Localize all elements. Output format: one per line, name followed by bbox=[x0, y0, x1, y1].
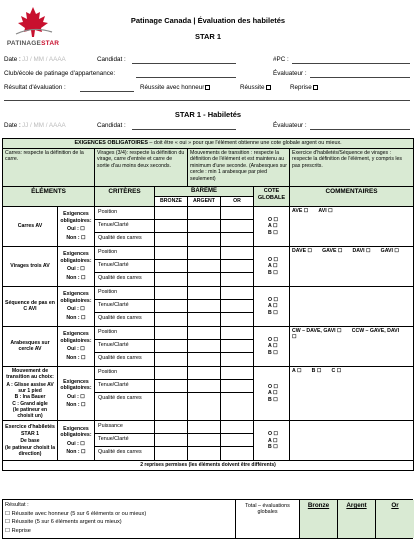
comment-option[interactable]: CCW – GAVE, DAVI ☐ bbox=[292, 327, 400, 341]
exigence-mouvements: Mouvements de transition : respecte la définition de l'élément et est maintenu au minimum d'une seconde. (Arabesques sur cercle : min 1 arabesque par pied seulement) bbox=[188, 148, 290, 186]
col-or: OR bbox=[221, 197, 254, 207]
cote-cell[interactable]: O ☐ A ☐ B ☐ bbox=[254, 366, 290, 421]
non-checkbox[interactable]: Non : ☐ bbox=[66, 274, 86, 281]
col-cote: COTE GLOBALE bbox=[254, 186, 290, 206]
candidat-label: Candidat : bbox=[97, 56, 126, 63]
element-row bbox=[3, 421, 414, 461]
exigence-cell: Exigences obligatoires: Oui : ☐ Non : ☐ bbox=[58, 206, 95, 246]
comment-cell[interactable] bbox=[290, 366, 414, 421]
element-name: Exercice d'habiletés STAR 1 De base (le patineur choisit la direction) bbox=[3, 421, 58, 461]
candidat-field[interactable] bbox=[132, 63, 236, 64]
logo-brand-b: STAR bbox=[41, 40, 60, 47]
comment-option[interactable]: GAVI ☐ bbox=[380, 247, 400, 254]
summary-or: Or bbox=[375, 500, 414, 538]
club-label: Club/école de patinage d'appartenance: bbox=[4, 70, 116, 77]
element-row bbox=[3, 246, 414, 286]
bareme-bronze-cell[interactable] bbox=[155, 421, 188, 461]
summary-honneur[interactable]: ☐ Réussite avec honneur (5 sur 6 éléments or ou mieux) bbox=[5, 510, 147, 517]
element-name: Mouvement de transition au choix: A : Glisse assise AV sur 1 pied B : Ina Bauer C : Grand aigle (le patineur en choisit un) bbox=[3, 366, 58, 421]
cote-cell[interactable]: O ☐ A ☐ B ☐ bbox=[254, 206, 290, 246]
oui-checkbox[interactable]: Oui : ☐ bbox=[67, 440, 85, 447]
reprise-box[interactable] bbox=[313, 85, 318, 90]
col-elements: ÉLÉMENTS bbox=[3, 186, 95, 206]
criterion: Qualité des carres bbox=[98, 354, 142, 361]
pc-field[interactable] bbox=[292, 63, 410, 64]
bareme-argent-cell[interactable] bbox=[188, 286, 221, 326]
element-name: Virages trois AV bbox=[3, 246, 58, 286]
criterion: Qualité des carres bbox=[98, 394, 142, 401]
criterion: Position bbox=[95, 287, 154, 300]
reussite-checkbox[interactable] bbox=[240, 84, 271, 91]
date-field-2[interactable]: JJ / MM / AAAA bbox=[22, 122, 66, 129]
summary-reussite-label: Réussite (5 sur 6 éléments argent ou mieux) bbox=[11, 519, 122, 526]
bareme-bronze-cell[interactable] bbox=[155, 366, 188, 421]
summary-honneur-label: Réussite avec honneur (5 sur 6 éléments or ou mieux) bbox=[11, 510, 147, 517]
evaluation-table bbox=[2, 138, 414, 471]
oui-checkbox[interactable]: Oui : ☐ bbox=[67, 266, 85, 273]
criterion: Position bbox=[95, 327, 154, 340]
element-name: Séquence de pas en C AVI bbox=[3, 286, 58, 326]
col-bareme: BARÈME bbox=[155, 186, 254, 197]
bareme-argent-cell[interactable] bbox=[188, 326, 221, 366]
honneur-checkbox[interactable] bbox=[140, 84, 210, 91]
non-checkbox[interactable]: Non : ☐ bbox=[66, 402, 86, 408]
comment-option[interactable]: DAVI ☐ bbox=[352, 247, 371, 254]
bareme-or-cell[interactable] bbox=[221, 286, 254, 326]
comment-option[interactable]: A ☐ bbox=[292, 367, 302, 374]
criterion: Qualité des carres bbox=[98, 449, 142, 456]
criterion: Qualité des carres bbox=[98, 274, 142, 281]
comment-option[interactable]: CW – DAVE, GAVI ☐ bbox=[292, 327, 342, 334]
evaluateur-field-2[interactable] bbox=[310, 129, 410, 130]
element-name: Arabesques sur cercle AV bbox=[3, 326, 58, 366]
comment-cell[interactable] bbox=[290, 246, 414, 286]
bareme-argent-cell[interactable] bbox=[188, 246, 221, 286]
exigences-heading bbox=[3, 139, 414, 149]
bareme-bronze-cell[interactable] bbox=[155, 326, 188, 366]
exigence-cell: Exigences obligatoires: Oui : ☐ Non : ☐ bbox=[58, 366, 95, 421]
cote-cell[interactable]: O ☐ A ☐ B ☐ bbox=[254, 326, 290, 366]
cote-cell[interactable]: O ☐ A ☐ B ☐ bbox=[254, 286, 290, 326]
element-row bbox=[3, 326, 414, 366]
bareme-or-cell[interactable] bbox=[221, 246, 254, 286]
evaluateur-label: Évaluateur : bbox=[273, 70, 307, 77]
comment-cell[interactable] bbox=[290, 326, 414, 366]
divider bbox=[4, 100, 410, 101]
criterion: Position bbox=[95, 247, 154, 260]
section-title: STAR 1 - Habiletés bbox=[174, 110, 242, 119]
comment-option[interactable]: DAVE ☐ bbox=[292, 247, 313, 254]
bareme-or-cell[interactable] bbox=[221, 366, 254, 421]
criterion: Qualité des carres bbox=[98, 234, 142, 241]
element-row bbox=[3, 206, 414, 246]
bareme-or-cell[interactable] bbox=[221, 206, 254, 246]
criteria-cell bbox=[95, 366, 155, 421]
bareme-bronze-cell[interactable] bbox=[155, 286, 188, 326]
exigence-virages: Virages (3/4): respecte la définition du virage, carre d'entrée et carre de sortie d'au moins deux seconds. bbox=[95, 148, 188, 186]
oui-checkbox[interactable]: Oui : ☐ bbox=[67, 226, 85, 233]
bareme-argent-cell[interactable] bbox=[188, 366, 221, 421]
criterion: Position bbox=[95, 207, 154, 220]
pc-label: #PC : bbox=[273, 56, 289, 63]
reprises-note: 2 reprises permises (les éléments doivent être différents) bbox=[3, 461, 414, 470]
summary-box bbox=[2, 499, 413, 539]
resultat-field[interactable] bbox=[80, 91, 134, 92]
criterion: Tenue/Clarté bbox=[95, 434, 154, 447]
summary-argent: Argent bbox=[337, 500, 375, 538]
summary-total: Total – évaluations globales bbox=[235, 500, 299, 538]
criteria-cell bbox=[95, 421, 155, 461]
bareme-bronze-cell[interactable] bbox=[155, 206, 188, 246]
criteria-cell bbox=[95, 206, 155, 246]
resultat-label: Résultat d'évaluation : bbox=[4, 84, 66, 91]
comment-option[interactable]: GAVE ☐ bbox=[322, 247, 343, 254]
club-field[interactable] bbox=[136, 77, 236, 78]
exigence-cell: Exigences obligatoires: Oui : ☐ Non : ☐ bbox=[58, 286, 95, 326]
criterion: Tenue/Clarté bbox=[95, 260, 154, 273]
honneur-label: Réussite avec honneur bbox=[140, 84, 205, 91]
logo-brand-a: PATINAGE bbox=[6, 40, 42, 47]
criterion: Puissance bbox=[95, 421, 154, 434]
evaluateur-field[interactable] bbox=[310, 77, 410, 78]
non-checkbox[interactable]: Non : ☐ bbox=[66, 449, 86, 456]
exigences-heading-note: – doit être « oui » pour que l'élément obtienne une cote globale argent ou mieux. bbox=[147, 140, 342, 146]
non-checkbox[interactable]: Non : ☐ bbox=[66, 234, 86, 241]
col-criteres: CRITÈRES bbox=[95, 186, 155, 206]
comment-cell[interactable] bbox=[290, 206, 414, 246]
exigence-exercice: Exercice d'habiletés/Séquence de virages : respecte la définition de l'élément, y compris les pas prescrits. bbox=[290, 148, 414, 186]
level-title: STAR 1 bbox=[194, 32, 222, 41]
comment-option[interactable]: B ☐ bbox=[311, 367, 322, 374]
candidat-label-2: Candidat : bbox=[97, 122, 126, 129]
col-argent: ARGENT bbox=[188, 197, 221, 207]
criterion: Tenue/Clarté bbox=[95, 220, 154, 233]
date-field[interactable]: JJ / MM / AAAA bbox=[22, 56, 66, 63]
evaluateur-label-2: Évaluateur : bbox=[273, 122, 307, 129]
criterion: Qualité des carres bbox=[98, 314, 142, 321]
comment-cell[interactable] bbox=[290, 286, 414, 326]
cote-cell[interactable]: O ☐ A ☐ B ☐ bbox=[254, 246, 290, 286]
exigence-carres: Carres: respecte la définition de la carre. bbox=[3, 148, 95, 186]
bareme-or-cell[interactable] bbox=[221, 421, 254, 461]
summary-options bbox=[5, 501, 146, 536]
col-bronze: BRONZE bbox=[155, 197, 188, 207]
comment-cell[interactable] bbox=[290, 421, 414, 461]
reprise-checkbox[interactable] bbox=[290, 84, 318, 91]
date-label-2: Date : bbox=[4, 122, 21, 129]
bareme-argent-cell[interactable] bbox=[188, 421, 221, 461]
reussite-box[interactable] bbox=[266, 85, 271, 90]
criteria-cell bbox=[95, 286, 155, 326]
comment-option[interactable]: AVE ☐ bbox=[292, 207, 309, 214]
summary-bronze: Bronze bbox=[299, 500, 337, 538]
reprise-label: Reprise bbox=[290, 84, 312, 91]
comment-option[interactable]: AVI ☐ bbox=[318, 207, 333, 214]
criterion: Tenue/Clarté bbox=[95, 380, 154, 393]
criteria-cell bbox=[95, 246, 155, 286]
oui-checkbox[interactable]: Oui : ☐ bbox=[67, 346, 85, 353]
cote-cell[interactable]: O ☐ A ☐ B ☐ bbox=[254, 421, 290, 461]
non-checkbox[interactable]: Non : ☐ bbox=[66, 354, 86, 361]
criterion: Tenue/Clarté bbox=[95, 340, 154, 353]
exigence-cell: Exigences obligatoires: Oui : ☐ Non : ☐ bbox=[58, 326, 95, 366]
bareme-argent-cell[interactable] bbox=[188, 206, 221, 246]
exigence-cell: Exigences obligatoires: Oui : ☐ Non : ☐ bbox=[58, 421, 95, 461]
oui-checkbox[interactable]: Oui : ☐ bbox=[67, 393, 85, 400]
bareme-or-cell[interactable] bbox=[221, 326, 254, 366]
criterion: Position bbox=[95, 367, 154, 380]
candidat-field-2[interactable] bbox=[132, 129, 236, 130]
criteria-cell bbox=[95, 326, 155, 366]
element-name: Carres AV bbox=[3, 206, 58, 246]
oui-checkbox[interactable]: Oui : ☐ bbox=[67, 306, 85, 313]
col-commentaires: COMMENTAIRES bbox=[290, 186, 414, 206]
element-row bbox=[3, 286, 414, 326]
element-row bbox=[3, 366, 414, 421]
reussite-label: Réussite bbox=[240, 84, 265, 91]
summary-reprise[interactable]: ☐ Reprise bbox=[5, 527, 31, 534]
bareme-bronze-cell[interactable] bbox=[155, 246, 188, 286]
summary-reussite[interactable]: ☐ Réussite (5 sur 6 éléments argent ou mieux) bbox=[5, 519, 122, 526]
non-checkbox[interactable]: Non : ☐ bbox=[66, 314, 86, 321]
exigences-heading-title: EXIGENCES OBLIGATOIRES bbox=[74, 140, 148, 146]
skate-canada-logo bbox=[4, 4, 62, 50]
date-label: Date : bbox=[4, 56, 21, 63]
summary-reprise-label: Reprise bbox=[11, 527, 31, 534]
page-title: Patinage Canada | Évaluation des habiletés bbox=[130, 16, 286, 25]
criterion: Tenue/Clarté bbox=[95, 300, 154, 313]
comment-option[interactable]: C ☐ bbox=[331, 367, 342, 374]
honneur-box[interactable] bbox=[205, 85, 210, 90]
summary-label: Résultat : bbox=[5, 502, 29, 508]
exigence-cell: Exigences obligatoires: Oui : ☐ Non : ☐ bbox=[58, 246, 95, 286]
